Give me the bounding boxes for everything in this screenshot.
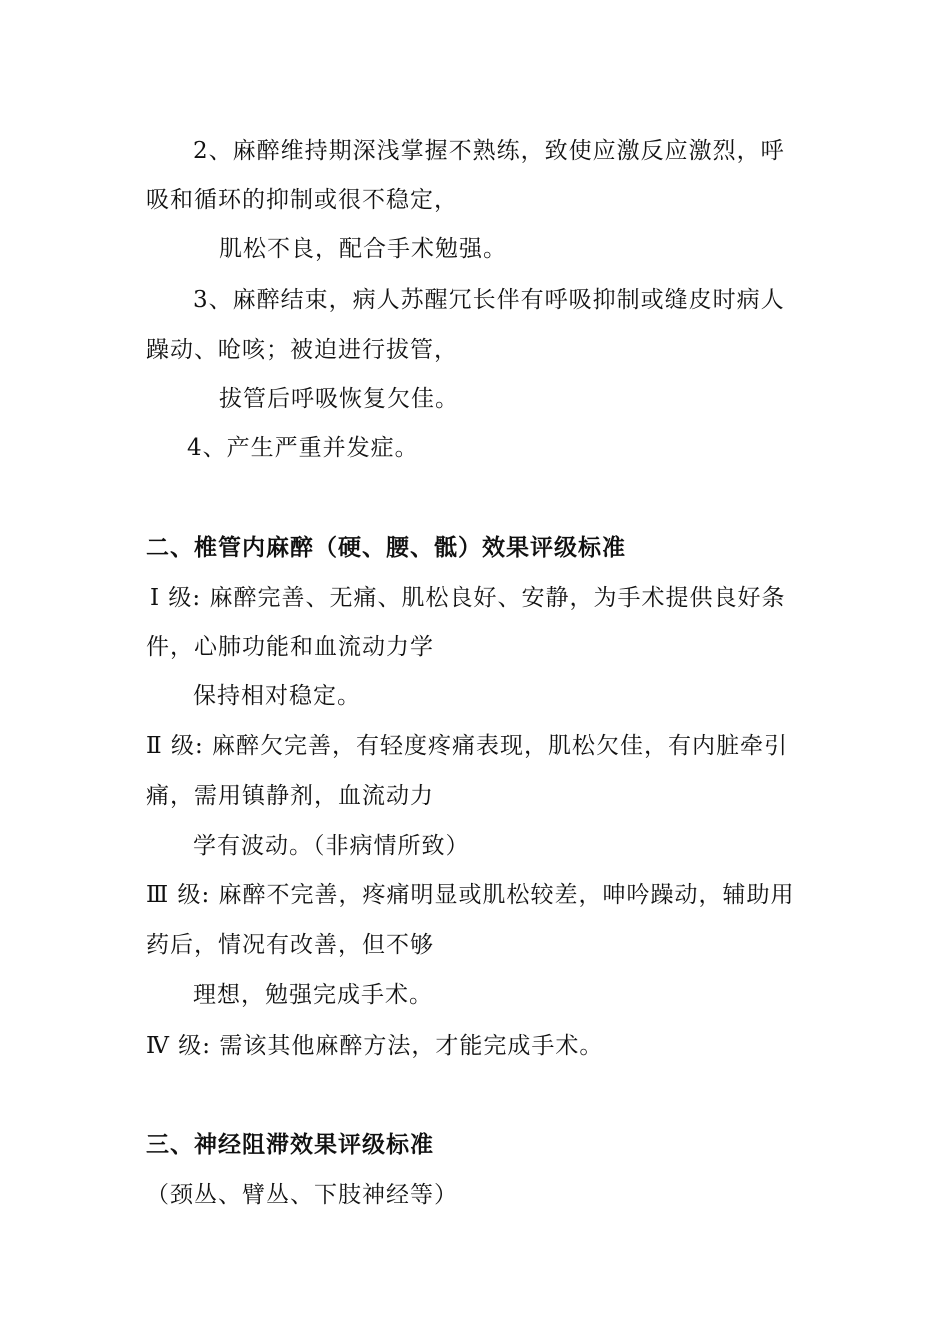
level-3-line-2: 药后，情况有改善，但不够 [146,932,434,958]
level-2-line-3: 学有波动。（非病情所致） [193,833,470,859]
level-3-line-3: 理想，勉强完成手术。 [193,982,433,1008]
level-1-line-3: 保持相对稳定。 [193,683,361,709]
item-3-line-3: 拔管后呼吸恢复欠佳。 [219,386,459,412]
section-2-heading: 二、椎管内麻醉（硬、腰、骶）效果评级标准 [146,534,626,561]
level-1-line-2: 件，心肺功能和血流动力学 [146,634,434,660]
item-2-line-1: 2、麻醉维持期深浅掌握不熟练，致使应激反应激烈，呼 [193,138,785,164]
section-3-heading: 三、神经阻滞效果评级标准 [146,1131,434,1158]
level-2-line-2: 痛，需用镇静剂，血流动力 [146,783,434,809]
level-4-line-1: Ⅳ 级: 需该其他麻醉方法，才能完成手术。 [146,1033,604,1059]
level-3-line-1: Ⅲ 级: 麻醉不完善，疼痛明显或肌松较差，呻吟躁动，辅助用 [146,882,795,908]
level-1-line-1: Ⅰ 级: 麻醉完善、无痛、肌松良好、安静，为手术提供良好条 [150,585,786,611]
item-3-line-1: 3、麻醉结束，病人苏醒冗长伴有呼吸抑制或缝皮时病人 [193,287,785,313]
item-2-line-2: 吸和循环的抑制或很不稳定， [146,187,458,213]
level-2-line-1: Ⅱ 级: 麻醉欠完善，有轻度疼痛表现，肌松欠佳，有内脏牵引 [146,733,789,759]
section-3-subheading: （颈丛、臂丛、下肢神经等） [146,1182,458,1208]
item-2-line-3: 肌松不良，配合手术勉强。 [219,236,507,262]
item-4: 4、产生严重并发症。 [187,435,419,461]
item-3-line-2: 躁动、呛咳；被迫进行拔管， [146,337,458,363]
